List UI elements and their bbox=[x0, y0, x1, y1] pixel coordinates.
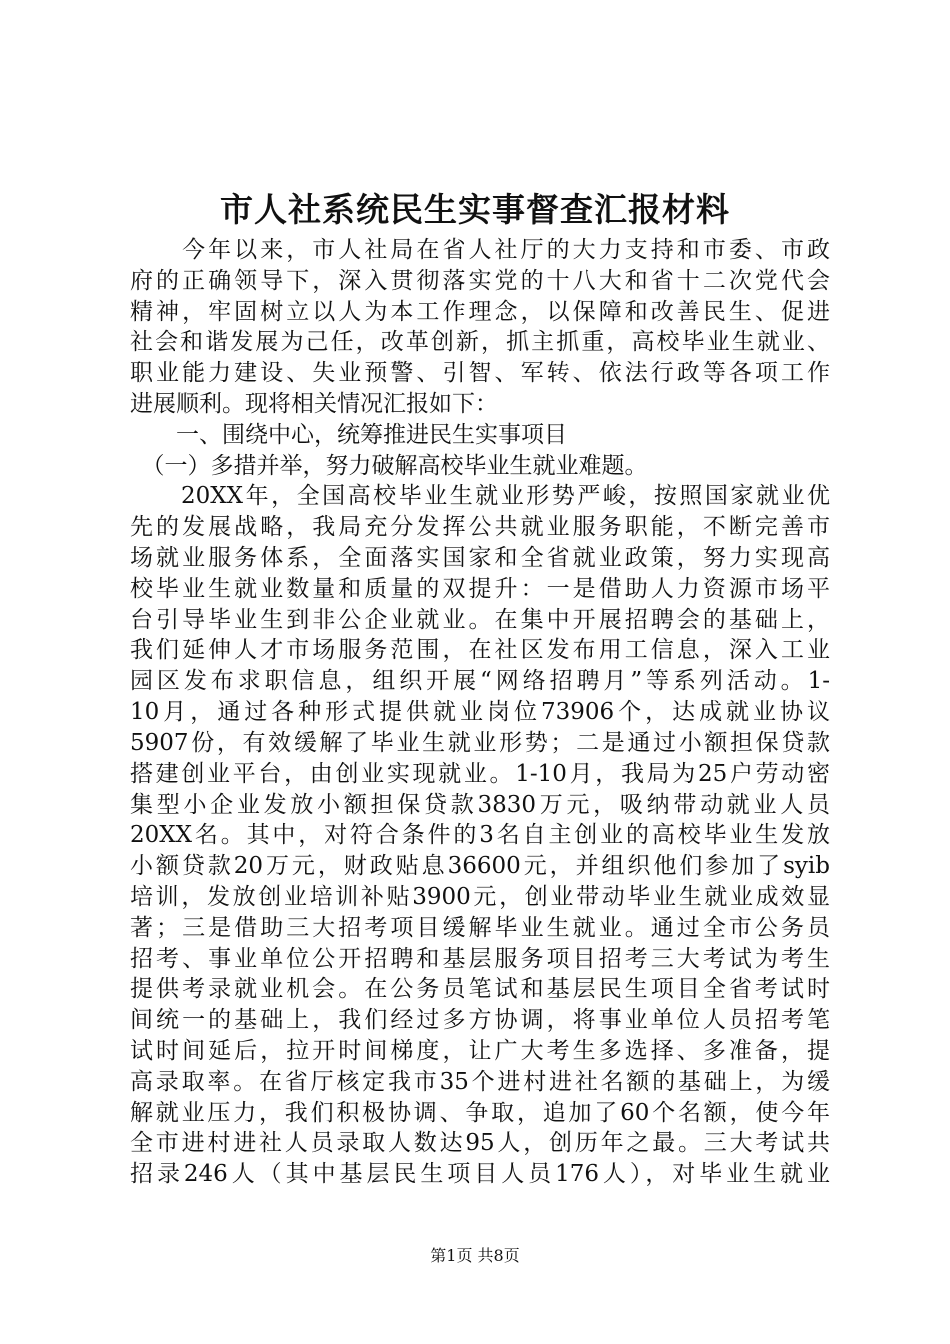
text-line: 间统一的基础上，我们经过多方协调，将事业单位人员招考笔 bbox=[130, 1007, 830, 1034]
text-line: 高录取率。在省厅核定我市35个进村进社名额的基础上，为缓 bbox=[130, 1068, 830, 1095]
section-heading: 一、围绕中心，统筹推进民生实事项目 bbox=[130, 421, 567, 448]
text-line: 20XX年，全国高校毕业生就业形势严峻，按照国家就业优 bbox=[130, 483, 830, 510]
text-line: 我们延伸人才市场服务范围，在社区发布用工信息，深入工业 bbox=[130, 637, 830, 664]
text-line: 解就业压力，我们积极协调、争取，追加了60个名额，使今年 bbox=[130, 1099, 830, 1126]
text-line: 招考、事业单位公开招聘和基层服务项目招考三大考试为考生 bbox=[130, 945, 830, 972]
text-line: 提供考录就业机会。在公务员笔试和基层民生项目全省考试时 bbox=[130, 976, 830, 1003]
text-line: 培训，发放创业培训补贴3900元，创业带动毕业生就业成效显 bbox=[130, 883, 830, 910]
text-line: 小额贷款20万元，财政贴息36600元，并组织他们参加了syib bbox=[130, 853, 830, 880]
text-line: 集型小企业发放小额担保贷款3830万元，吸纳带动就业人员 bbox=[130, 791, 830, 818]
text-line: 5907份，有效缓解了毕业生就业形势；二是通过小额担保贷款 bbox=[130, 729, 830, 756]
text-line: 试时间延后，拉开时间梯度，让广大考生多选择、多准备，提 bbox=[130, 1037, 830, 1064]
text-line: 全市进村进社人员录取人数达95人，创历年之最。三大考试共 bbox=[130, 1130, 830, 1157]
text-line: 职业能力建设、失业预警、引智、军转、依法行政等各项工作 bbox=[130, 360, 830, 387]
text-line: 10月，通过各种形式提供就业岗位73906个，达成就业协议 bbox=[130, 699, 830, 726]
text-line: 府的正确领导下，深入贯彻落实党的十八大和省十二次党代会 bbox=[130, 267, 830, 294]
subsection-heading: （一）多措并举，努力破解高校毕业生就业难题。 bbox=[130, 452, 648, 479]
text-line: 场就业服务体系，全面落实国家和全省就业政策，努力实现高 bbox=[130, 545, 830, 572]
text-line: 搭建创业平台，由创业实现就业。1-10月，我局为25户劳动密 bbox=[130, 760, 830, 787]
text-line: 招录246人（其中基层民生项目人员176人），对毕业生就业 bbox=[130, 1161, 830, 1188]
text-line: 精神，牢固树立以人为本工作理念，以保障和改善民生、促进 bbox=[130, 298, 830, 325]
text-line: 园区发布求职信息，组织开展“网络招聘月”等系列活动。1- bbox=[130, 668, 830, 695]
text-line: 社会和谐发展为己任，改革创新，抓主抓重，高校毕业生就业、 bbox=[130, 329, 830, 356]
text-line: 进展顺利。现将相关情况汇报如下： bbox=[130, 391, 498, 418]
text-line: 台引导毕业生到非公企业就业。在集中开展招聘会的基础上， bbox=[130, 606, 830, 633]
text-line: 今年以来，市人社局在省人社厅的大力支持和市委、市政 bbox=[130, 237, 830, 263]
text-line: 20XX名。其中，对符合条件的3名自主创业的高校毕业生发放 bbox=[130, 822, 830, 849]
text-line: 著；三是借助三大招考项目缓解毕业生就业。通过全市公务员 bbox=[130, 914, 830, 941]
document-title: 市人社系统民生实事督查汇报材料 bbox=[220, 190, 730, 229]
text-line: 先的发展战略，我局充分发挥公共就业服务职能，不断完善市 bbox=[130, 514, 830, 541]
page-footer: 第1页 共8页 bbox=[430, 1246, 520, 1265]
text-line: 校毕业生就业数量和质量的双提升：一是借助人力资源市场平 bbox=[130, 575, 830, 602]
